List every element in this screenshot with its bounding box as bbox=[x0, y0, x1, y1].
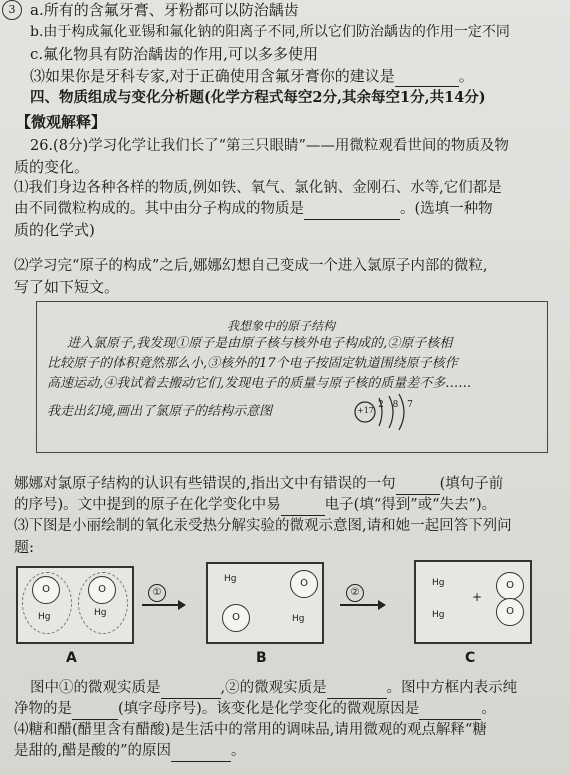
arrow-step1 bbox=[142, 604, 184, 606]
panel-b-label: B bbox=[256, 650, 267, 666]
p3-question1-end: 。图中方框内表示纯 bbox=[386, 680, 518, 696]
p4-text-end: 。 bbox=[231, 743, 246, 759]
answer-blank[interactable] bbox=[161, 678, 221, 699]
p2-line2: 写了如下短文。 bbox=[14, 278, 120, 296]
p2-question1-text: 娜娜对氯原子结构的认识有些错误的,指出文中有错误的一句 bbox=[14, 476, 396, 492]
answer-blank[interactable] bbox=[281, 495, 325, 516]
panel-b bbox=[206, 562, 324, 644]
section-tag: 【微观解释】 bbox=[16, 113, 107, 131]
step1-label: ① bbox=[148, 584, 166, 602]
oxygen-atom: O bbox=[222, 604, 250, 632]
p1-line1: ⑴我们身边各种各样的物质,例如铁、氧气、氯化钠、金刚石、水等,它们都是 bbox=[14, 180, 502, 196]
p3-line2: 题: bbox=[14, 538, 35, 556]
oxygen-atom: O bbox=[496, 572, 524, 600]
answer-blank[interactable] bbox=[396, 474, 440, 495]
essay-line4: 我走出幻境,画出了氯原子的结构示意图 bbox=[47, 404, 273, 419]
q25-sub3-text: ⑶如果你是牙科专家,对于正确使用含氟牙膏你的建议是 bbox=[30, 67, 395, 85]
essay-title: 我想象中的原子结构 bbox=[227, 319, 336, 333]
p3-question2-end: 。 bbox=[481, 701, 496, 717]
answer-blank[interactable] bbox=[395, 66, 459, 87]
p1-text-end: 。(选填一种物 bbox=[400, 201, 493, 217]
arrow-step2 bbox=[340, 604, 384, 606]
p1-line2 bbox=[14, 199, 493, 220]
q25-sub3 bbox=[30, 66, 474, 87]
option-c: c.氟化物具有防治龋齿的作用,可以多多使用 bbox=[30, 45, 318, 63]
essay-line3: 高速运动,④我试着去搬动它们,发现电子的质量与原子核的质量差不多…… bbox=[47, 376, 472, 391]
p1-line3: 质的化学式) bbox=[14, 221, 95, 239]
p3-question2-mid: (填字母序号)。该变化是化学变化的微观原因是 bbox=[118, 701, 420, 717]
p3-question2 bbox=[14, 699, 496, 720]
atom-shell-electrons: 2 8 7 bbox=[378, 400, 416, 410]
p4-line1: ⑷糖和醋(醋里含有醋酸)是生活中的常用的调味品,请用微观的观点解释“糖 bbox=[14, 722, 487, 738]
option-a: a.所有的含氟牙膏、牙粉都可以防治龋齿 bbox=[30, 1, 299, 19]
option-b: b.由于构成氟化亚锡和氟化钠的阳离子不同,所以它们防治龋齿的作用一定不同 bbox=[30, 24, 510, 40]
mercury-atom: Hg bbox=[38, 612, 51, 622]
p2-line1: ⑵学习完“原子的构成”之后,娜娜幻想自己变成一个进入氯原子内部的微粒, bbox=[14, 258, 488, 274]
p2-question1-end: (填句子前 bbox=[439, 476, 504, 492]
p1-text: 由不同微粒构成的。其中由分子构成的物质是 bbox=[14, 201, 304, 217]
essay-line1: 进入氯原子,我发现①原子是由原子核与核外电子构成的,②原子核相 bbox=[67, 336, 453, 351]
p3-question2-text: 净物的是 bbox=[14, 701, 72, 717]
oxygen-atom: O bbox=[32, 576, 60, 604]
p2-question1 bbox=[14, 474, 503, 495]
p2-question2-text: 的序号)。文中提到的原子在化学变化中易 bbox=[14, 497, 281, 513]
plus-sign: + bbox=[472, 590, 483, 604]
mercury-atom: Hg bbox=[432, 610, 445, 620]
p4-line2 bbox=[14, 741, 246, 762]
answer-blank[interactable] bbox=[327, 678, 387, 699]
atom-nucleus-label: +17 bbox=[357, 406, 374, 415]
panel-c bbox=[414, 560, 532, 644]
answer-blank[interactable] bbox=[72, 699, 118, 720]
mercury-atom: Hg bbox=[224, 574, 237, 584]
p3-question1 bbox=[30, 678, 517, 699]
p2-question2-end: 电子(填“得到”或“失去”)。 bbox=[324, 497, 497, 513]
q26-intro: 26.(8分)学习化学让我们长了“第三只眼睛”——用微粒观看世间的物质及物 bbox=[30, 138, 509, 154]
p3-question1-mid: ,②的微观实质是 bbox=[220, 680, 327, 696]
answer-blank[interactable] bbox=[304, 199, 400, 220]
p4-text: 是甜的,醋是酸的”的原因 bbox=[14, 743, 172, 759]
p3-line1: ⑶下图是小丽绘制的氧化汞受热分解实验的微观示意图,请和她一起回答下列问 bbox=[14, 518, 512, 534]
step2-label: ② bbox=[346, 584, 364, 602]
p3-question1-text: 图中①的微观实质是 bbox=[30, 680, 161, 696]
panel-a bbox=[16, 566, 134, 644]
mercury-atom: Hg bbox=[432, 578, 445, 588]
essay-line2: 比较原子的体积竟然那么小,③核外的17个电子按固定轨道围绕原子核作 bbox=[47, 356, 458, 371]
q26-intro-cont: 质的变化。 bbox=[14, 158, 90, 176]
answer-blank[interactable] bbox=[171, 741, 231, 762]
section-title: 四、物质组成与变化分析题(化学方程式每空2分,其余每空1分,共14分) bbox=[30, 89, 486, 106]
oxygen-atom: O bbox=[88, 576, 116, 604]
essay-box bbox=[36, 301, 548, 453]
question-marker: 3 bbox=[2, 0, 22, 20]
mercury-atom: Hg bbox=[94, 608, 107, 618]
q25-sub3-end: 。 bbox=[458, 67, 474, 85]
panel-a-label: A bbox=[66, 650, 77, 666]
answer-blank[interactable] bbox=[419, 699, 481, 720]
oxygen-atom: O bbox=[290, 570, 318, 598]
oxygen-atom: O bbox=[496, 598, 524, 626]
mercury-atom: Hg bbox=[292, 614, 305, 624]
panel-c-label: C bbox=[465, 650, 476, 666]
p2-question2 bbox=[14, 495, 496, 516]
